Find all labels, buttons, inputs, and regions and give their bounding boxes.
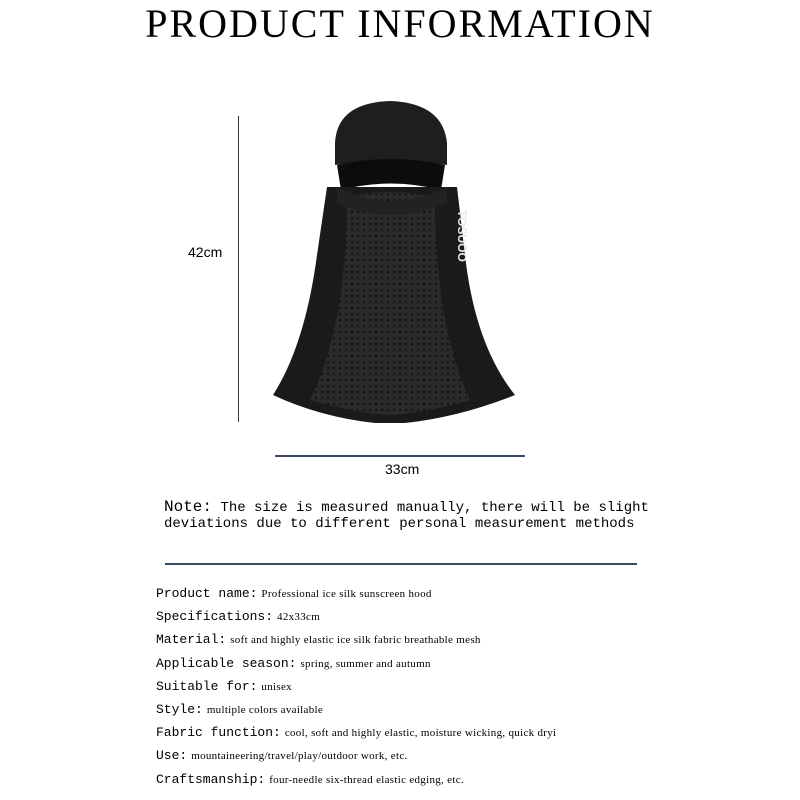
spec-row-suitable-for	[156, 677, 796, 700]
spec-row-fabric-function	[156, 723, 796, 746]
spec-value: spring, summer and autumn	[300, 657, 431, 670]
spec-row-style	[156, 700, 796, 723]
spec-label: Style:	[156, 701, 203, 717]
hood-opening	[337, 159, 445, 190]
spec-row-specifications	[156, 607, 796, 630]
spec-value: cool, soft and highly elastic, moisture wicking, quick dryi	[284, 727, 557, 740]
spec-value: mountaineering/travel/play/outdoor work, etc.	[191, 750, 408, 763]
spec-value: multiple colors available	[206, 703, 324, 716]
spec-list	[156, 584, 796, 793]
spec-label: Specifications:	[156, 609, 274, 625]
spec-value: Professional ice silk sunscreen hood	[261, 588, 432, 600]
width-dimension-line	[275, 455, 525, 457]
measurement-note	[164, 499, 649, 532]
spec-row-applicable-season	[156, 654, 796, 677]
spec-label: Craftsmanship:	[156, 771, 266, 787]
height-label: 42cm	[188, 244, 223, 260]
spec-label: Use:	[156, 748, 188, 764]
width-label: 33cm	[385, 461, 420, 477]
spec-label: Material:	[156, 632, 227, 648]
hood-cap	[335, 101, 447, 165]
spec-row-use	[156, 746, 796, 769]
spec-label: Product name:	[156, 586, 258, 601]
note-line-1: The size is measured manually, there will be slight	[220, 500, 649, 516]
spec-row-product-name	[156, 584, 796, 607]
spec-label: Fabric function:	[156, 725, 281, 741]
note-line-2: deviations due to different personal measurement methods	[164, 516, 635, 532]
spec-label: Applicable season:	[156, 655, 297, 671]
product-image-hood	[265, 95, 515, 435]
spec-row-material	[156, 630, 796, 653]
spec-label: Suitable for:	[156, 678, 258, 694]
spec-value: soft and highly elastic ice silk fabric breathable mesh	[230, 634, 481, 647]
divider	[165, 563, 637, 565]
spec-value: 42x33cm	[277, 611, 321, 624]
page-title: PRODUCT INFORMATION	[145, 1, 655, 46]
spec-value: four-needle six-thread elastic edging, etc.	[269, 773, 464, 786]
height-dimension-line	[238, 116, 239, 422]
spec-value: unisex	[261, 680, 292, 693]
spec-row-craftsmanship	[156, 770, 796, 793]
hood-brand-text: TOSUOO	[455, 210, 469, 262]
note-label: Note:	[164, 498, 213, 516]
